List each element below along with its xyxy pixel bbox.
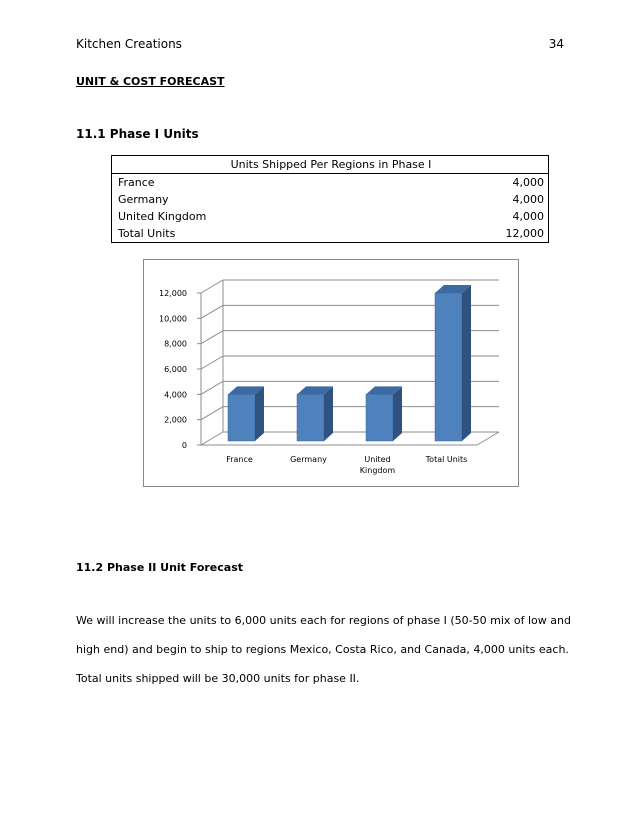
row-value: 4,000 <box>404 174 549 192</box>
bar <box>366 394 393 441</box>
x-tick-label: Total Units <box>425 455 468 464</box>
running-header: Kitchen Creations <box>76 37 182 51</box>
x-tick-label: Germany <box>290 455 327 464</box>
total-value: 12,000 <box>404 225 549 243</box>
table-total-row <box>112 225 549 243</box>
table-row <box>112 191 549 208</box>
gridline-depth <box>201 331 223 344</box>
bar-side <box>324 386 333 441</box>
page-number: 34 <box>548 37 564 51</box>
table-row <box>112 174 549 192</box>
gridline-depth <box>201 305 223 318</box>
y-tick-label: 8,000 <box>164 339 187 349</box>
x-tick-label: France <box>226 455 253 464</box>
y-tick-label: 6,000 <box>164 365 187 374</box>
row-label: France <box>112 174 404 192</box>
table-row <box>112 208 549 225</box>
row-value: 4,000 <box>404 208 549 225</box>
y-tick-label: 2,000 <box>164 415 187 425</box>
floor-edge <box>477 432 499 445</box>
bar-chart <box>143 259 519 487</box>
y-tick-label: 0 <box>181 441 187 450</box>
gridline-depth <box>201 381 223 394</box>
y-tick-label: 4,000 <box>164 390 187 400</box>
x-tick-label: United <box>364 455 391 464</box>
bar-chart-svg <box>144 260 518 486</box>
bar-side <box>255 386 264 441</box>
y-tick-label: 10,000 <box>159 314 187 324</box>
bar <box>297 394 324 441</box>
subsection-title-phase1: 11.1 Phase I Units <box>76 127 199 141</box>
x-tick-label: Kingdom <box>359 466 396 475</box>
gridline-depth <box>201 356 223 369</box>
section-title: UNIT & COST FORECAST <box>76 75 225 88</box>
row-label: Germany <box>112 191 404 208</box>
gridline-depth <box>201 432 223 445</box>
total-label: Total Units <box>112 225 404 243</box>
bar <box>228 394 255 441</box>
table-header: Units Shipped Per Regions in Phase I <box>112 156 549 174</box>
gridline-depth <box>201 280 223 293</box>
row-value: 4,000 <box>404 191 549 208</box>
bar-side <box>393 386 402 441</box>
subsection-title-phase2: 11.2 Phase II Unit Forecast <box>76 561 244 574</box>
bar-side <box>462 285 471 441</box>
body-paragraph: We will increase the units to 6,000 units each for regions of phase I (50-50 mix of low and high end) and begin to ship to regions Mexico, Costa Rico, and Canada, 4,000 units each. Total units shipped will be 30,000 units for phase II. <box>76 614 571 685</box>
row-label: United Kingdom <box>112 208 404 225</box>
bar <box>435 293 462 441</box>
y-tick-label: 12,000 <box>159 289 187 298</box>
gridline-depth <box>201 407 223 420</box>
units-table <box>111 155 549 243</box>
